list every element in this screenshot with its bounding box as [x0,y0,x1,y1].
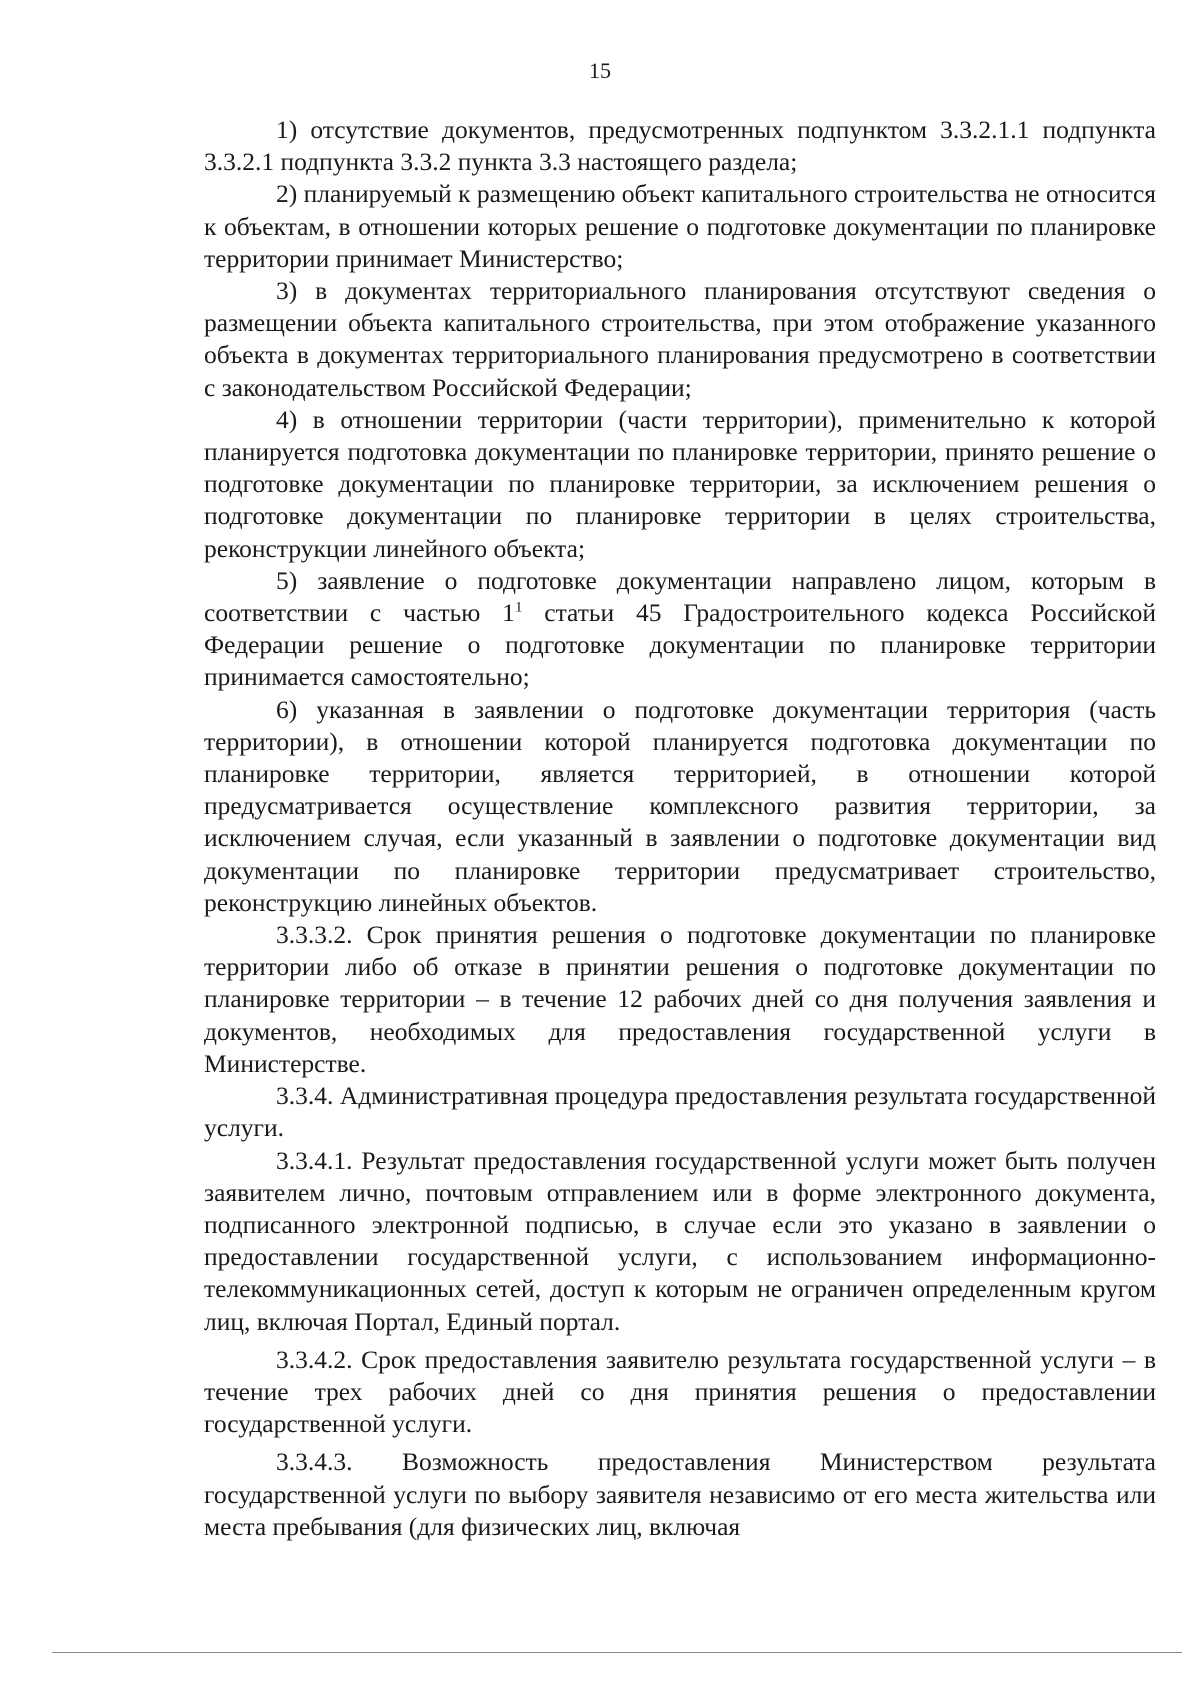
paragraph-3-3-3-2: 3.3.3.2. Срок принятия решения о подготовке документации по планировке территории либо об отказе в принятии решения о подготовке документации по планировке территории – в течение 12 рабочих дней со дня получения заявления и документов, необходимых для предоставления государственной услуги в Министерстве. [204,920,1156,1078]
paragraph-item-5-text-continued: статьи 45 Градостроительного кодекса Российской Федерации решение о подготовке документации по планировке территории принимается самостоятельно; [204,598,1156,692]
paragraph-3-3-4-1: 3.3.4.1. Результат предоставления государственной услуги может быть получен заявителем лично, почтовым отправлением или в форме электронного документа, подписанного электронной подписью, в случае если это указано в заявлении о предоставлении государственной услуги, с использованием информационно-телекоммуникационных сетей, доступ к которым не ограничен определенным кругом лиц, включая Портал, Единый портал. [204,1145,1156,1336]
page-number: 15 [589,58,611,83]
paragraph-item-6: 6) указанная в заявлении о подготовке документации территория (часть территории), в отношении которой планируется подготовка документации по планировке территории, является территорией, в отношении которой предусматривается осуществление комплексного развития территории, за исключением случая, если указанный в заявлении о подготовке документации вид документации по планировке территории предусматривает строительство, реконструкцию линейных объектов. [204,694,1156,917]
paragraph-3-3-4-3: 3.3.4.3. Возможность предоставления Министерством результата государственной услуги по выбору заявителя независимо от его места жительства или места пребывания (для физических лиц, включая [204,1447,1156,1541]
paragraph-item-2: 2) планируемый к размещению объект капитального строительства не относится к объектам, в отношении которых решение о подготовке документации по планировке территории принимает Министерство; [204,179,1156,273]
document-body [204,114,1156,1543]
footer-divider [52,1652,1182,1653]
paragraph-item-3: 3) в документах территориального планирования отсутствуют сведения о размещении объекта капитального строительства, при этом отображение указанного объекта в документах территориального планирования предусмотрено в соответствии с законодательством Российской Федерации; [204,276,1156,402]
superscript-part-number: 1 [514,599,523,616]
paragraph-item-1: 1) отсутствие документов, предусмотренных подпунктом 3.3.2.1.1 подпункта 3.3.2.1 подпункта 3.3.2 пункта 3.3 настоящего раздела; [204,115,1156,177]
paragraph-item-5-text: 5) заявление о подготовке документации направлено лицом, которым в соответствии с частью 1 [204,565,1156,628]
paragraph-item-5 [204,565,1156,694]
paragraph-item-4: 4) в отношении территории (части территории), применительно к которой планируется подготовка документации по планировке территории, принято решение о подготовке документации по планировке территории, за исключением решения о подготовке документации по планировке территории в целях строительства, реконструкции линейного объекта; [204,404,1156,563]
paragraph-3-3-4: 3.3.4. Административная процедура предоставления результата государственной услуги. [204,1081,1156,1143]
paragraph-3-3-4-2: 3.3.4.2. Срок предоставления заявителю результата государственной услуги – в течение трех рабочих дней со дня принятия решения о предоставлении государственной услуги. [204,1344,1156,1439]
